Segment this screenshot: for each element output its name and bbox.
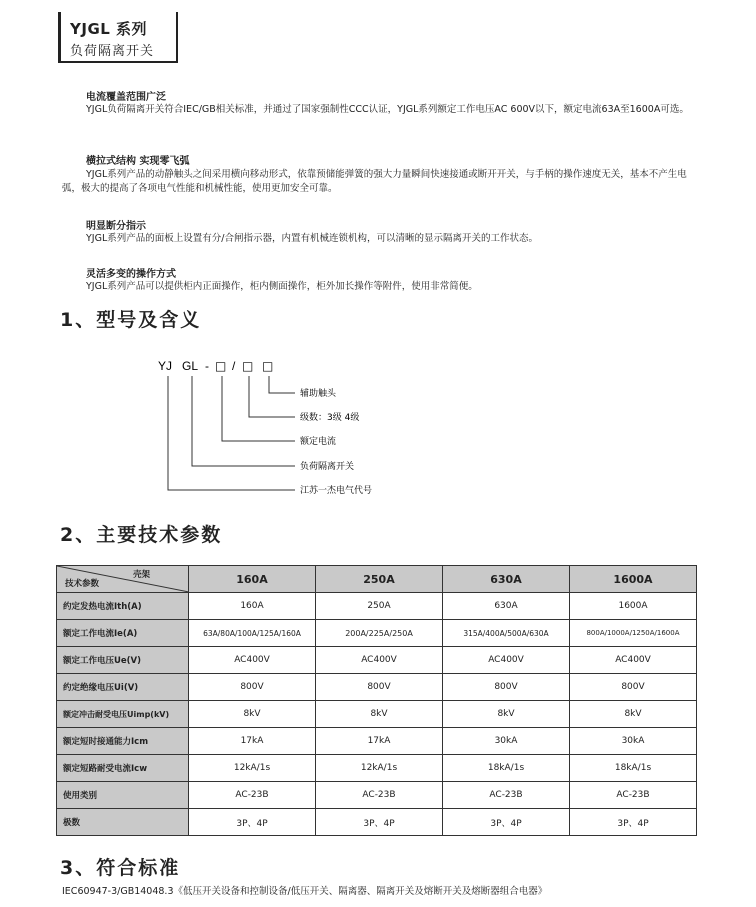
column-header: 1600A [570, 566, 697, 593]
model-box-aux: □ [262, 359, 274, 373]
table-cell: 8kV [443, 701, 570, 728]
table-cell: 17kA [316, 728, 443, 755]
table-cell: 12kA/1s [189, 755, 316, 782]
model-slash: / [232, 359, 236, 373]
table-row [57, 593, 697, 620]
feature-title: 灵活多变的操作方式 [86, 269, 176, 280]
row-label: 约定绝缘电压Ui(V) [57, 674, 189, 701]
table-cell: 315A/400A/500A/630A [443, 620, 570, 647]
model-dash: - [205, 359, 209, 373]
table-cell: 12kA/1s [316, 755, 443, 782]
corner-param-label: 技术参数 [65, 579, 100, 589]
feature-body: YJGL系列产品可以提供柜内正面操作，柜内侧面操作，柜外加长操作等附件，使用非常简便。 [86, 281, 478, 292]
model-label-code: 江苏一杰电气代号 [300, 486, 373, 496]
series-title: YJGL 系列 [70, 20, 148, 38]
table-cell: 160A [189, 593, 316, 620]
table-cell: 18kA/1s [443, 755, 570, 782]
table-row [57, 782, 697, 809]
column-header: 630A [443, 566, 570, 593]
table-cell: 630A [443, 593, 570, 620]
table-cell: 800A/1000A/1250A/1600A [570, 620, 697, 647]
table-cell: 800V [316, 674, 443, 701]
feature-title: 明显断分指示 [86, 221, 146, 232]
table-cell: 8kV [189, 701, 316, 728]
header-left-rule [58, 12, 61, 62]
feature-body: YJGL负荷隔离开关符合IEC/GB相关标准，并通过了国家强制性CCC认证，YJGL系列额定工作电压AC 600V以下，额定电流63A至1600A可选。 [86, 104, 689, 115]
feature-title: 电流覆盖范围广泛 [86, 92, 166, 103]
spec-table [56, 565, 697, 836]
table-cell: 250A [316, 593, 443, 620]
column-header: 160A [189, 566, 316, 593]
section-heading-standards: 3、符合标准 [60, 857, 181, 879]
table-cell: 17kA [189, 728, 316, 755]
feature-body: YJGL系列产品的动静触头之间采用横向移动形式，依靠预储能弹簧的强大力量瞬间快速接通或断开开关，与手柄的操作速度无关，基本不产生电弧，极大的提高了各项电气性能和机械性能，使用更加安全可靠。 [62, 169, 687, 194]
row-label: 额定短时接通能力Icm [57, 728, 189, 755]
table-cell: 8kV [316, 701, 443, 728]
model-code-gl: GL [182, 359, 199, 373]
table-cell: 30kA [570, 728, 697, 755]
row-label: 额定工作电压Ue(V) [57, 647, 189, 674]
table-cell: AC400V [443, 647, 570, 674]
model-diagram [150, 350, 410, 500]
table-cell: 800V [570, 674, 697, 701]
table-cell: 800V [189, 674, 316, 701]
table-row [57, 809, 697, 836]
standards-text: IEC60947-3/GB14048.3《低压开关设备和控制设备/低压开关、隔离器、隔离开关及熔断开关及熔断器组合电器》 [62, 886, 548, 897]
model-label-type: 负荷隔离开关 [300, 462, 355, 472]
series-subtitle: 负荷隔离开关 [70, 44, 155, 59]
table-cell: 200A/225A/250A [316, 620, 443, 647]
table-cell: 18kA/1s [570, 755, 697, 782]
table-cell: AC400V [316, 647, 443, 674]
column-header: 250A [316, 566, 443, 593]
header-right-rule [176, 12, 178, 62]
table-cell: 3P、4P [316, 809, 443, 836]
table-cell: 3P、4P [443, 809, 570, 836]
row-label: 约定发热电流Ith(A) [57, 593, 189, 620]
table-row [57, 755, 697, 782]
model-label-current: 额定电流 [300, 437, 337, 447]
table-cell: 63A/80A/100A/125A/160A [189, 620, 316, 647]
model-box-poles: □ [242, 359, 254, 373]
corner-frame-label: 壳架 [132, 570, 150, 580]
table-row [57, 701, 697, 728]
model-box-current: □ [215, 359, 227, 373]
table-cell: 3P、4P [570, 809, 697, 836]
row-label: 使用类别 [57, 782, 189, 809]
table-corner [57, 566, 189, 593]
table-cell: AC-23B [189, 782, 316, 809]
table-row [57, 674, 697, 701]
table-cell: 800V [443, 674, 570, 701]
table-cell: AC-23B [570, 782, 697, 809]
section-heading-model: 1、型号及含义 [60, 309, 202, 331]
table-cell: 3P、4P [189, 809, 316, 836]
row-label: 额定工作电流Ie(A) [57, 620, 189, 647]
table-cell: AC400V [189, 647, 316, 674]
leader-lines [168, 376, 295, 490]
table-row [57, 647, 697, 674]
row-label: 额定冲击耐受电压Uimp(kV) [57, 701, 189, 728]
row-label: 极数 [57, 809, 189, 836]
table-cell: AC400V [570, 647, 697, 674]
table-header-row [57, 566, 697, 593]
model-label-poles: 级数：3级 4级 [300, 413, 360, 423]
table-row [57, 728, 697, 755]
table-cell: 1600A [570, 593, 697, 620]
model-label-aux: 辅助触头 [300, 389, 337, 399]
table-cell: 8kV [570, 701, 697, 728]
table-cell: 30kA [443, 728, 570, 755]
table-cell: AC-23B [443, 782, 570, 809]
feature-title: 横拉式结构 实现零飞弧 [86, 156, 190, 167]
feature-body: YJGL系列产品的面板上设置有分/合闸指示器，内置有机械连锁机构，可以清晰的显示隔离开关的工作状态。 [86, 233, 538, 244]
model-code-yj: YJ [158, 359, 173, 373]
header-bottom-rule [58, 61, 178, 63]
section-heading-specs: 2、主要技术参数 [60, 524, 223, 546]
row-label: 额定短路耐受电流Icw [57, 755, 189, 782]
table-cell: AC-23B [316, 782, 443, 809]
table-row [57, 620, 697, 647]
